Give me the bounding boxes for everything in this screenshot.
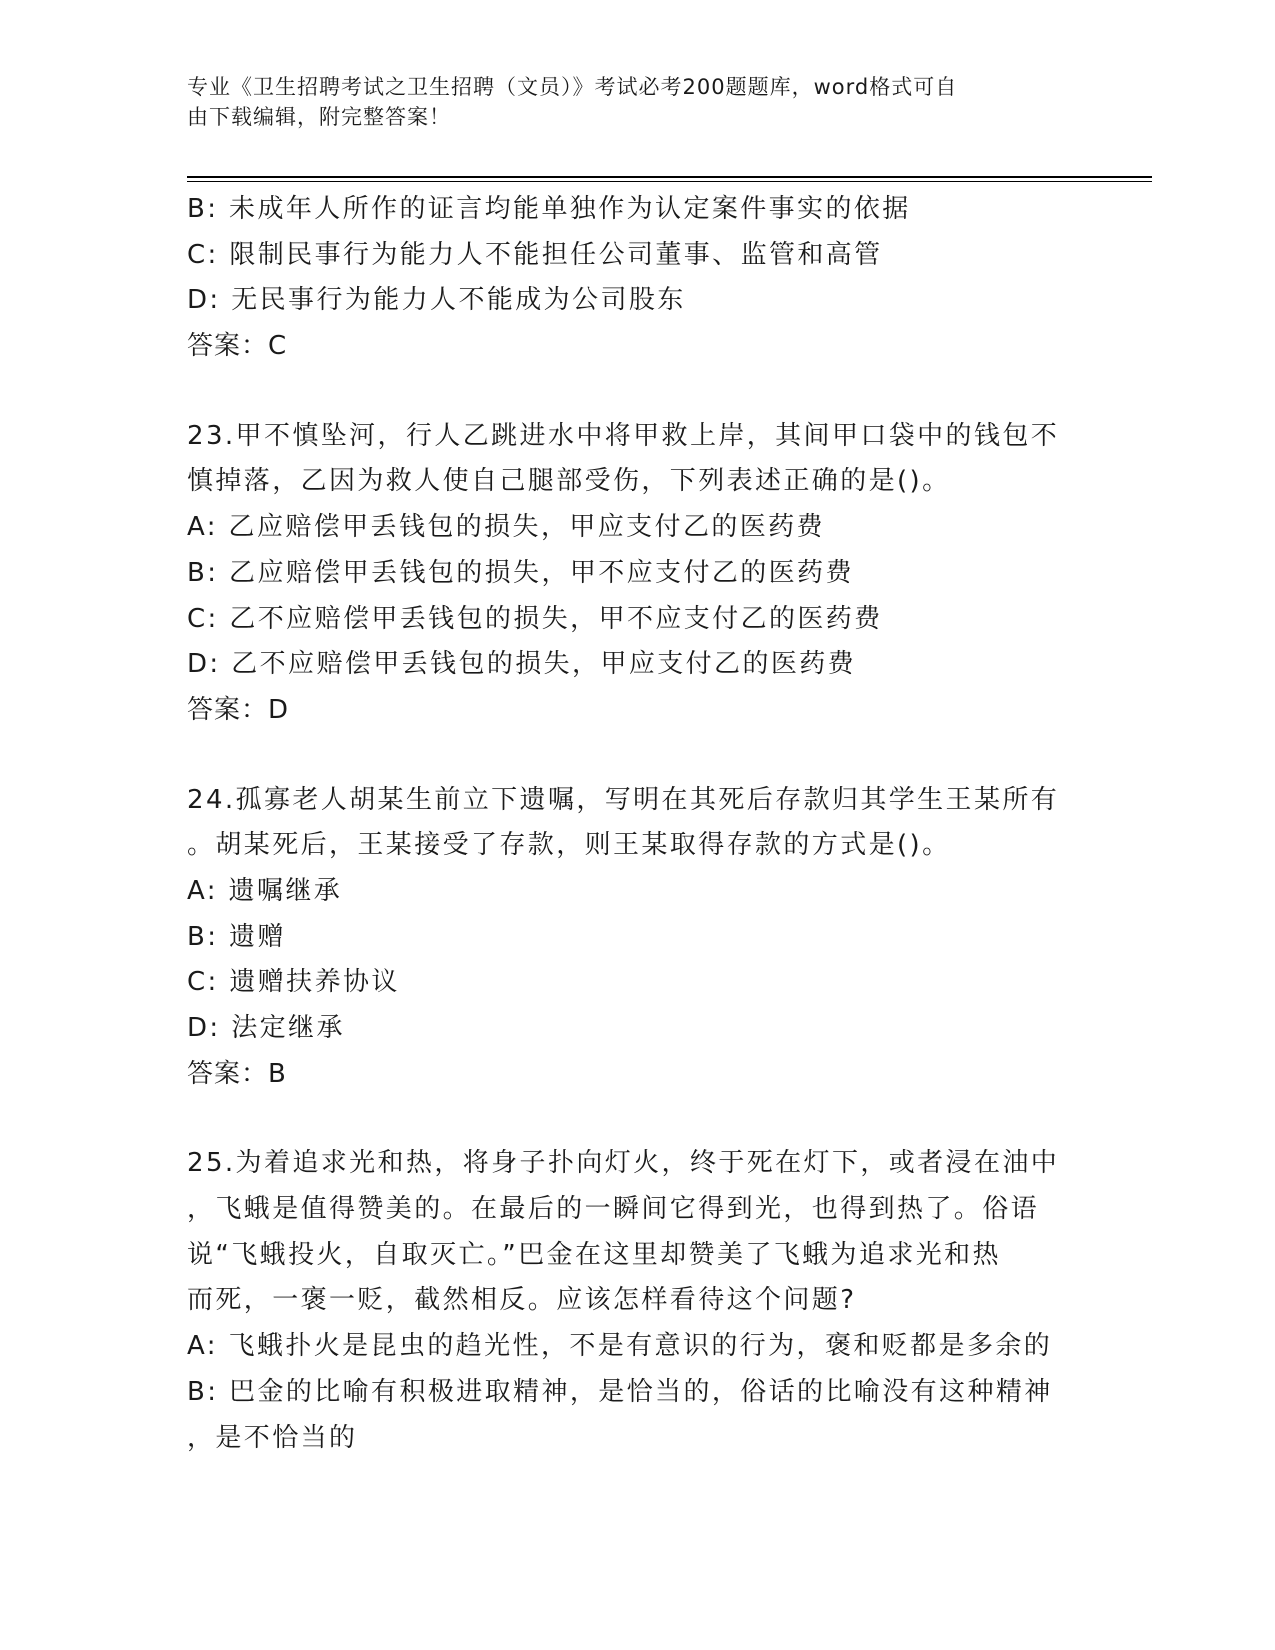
question-stem-line: 。胡某死后，王某接受了存款，则王某取得存款的方式是()。 [187,830,951,861]
question-stem-line: 24.孤寡老人胡某生前立下遗嘱，写明在其死后存款归其学生王某所有 [187,784,1060,815]
question-25 [187,1141,1067,1461]
document-header [187,72,1067,132]
option-c: C: 限制民事行为能力人不能担任公司董事、监管和高管 [187,239,883,270]
option-b-continuation: ，是不恰当的 [187,1422,358,1453]
question-23 [187,414,1067,734]
spacer [187,734,1067,778]
question-24 [187,778,1067,1098]
question-stem-line: 25.为着追求光和热，将身子扑向灯火，终于死在灯下，或者浸在油中 [187,1148,1060,1179]
option-c: C: 遗赠扶养协议 [187,967,400,998]
question-stem-line: 23.甲不慎坠河，行人乙跳进水中将甲救上岸，其间甲口袋中的钱包不 [187,420,1060,451]
option-a: A: 飞蛾扑火是昆虫的趋光性，不是有意识的行为，褒和贬都是多余的 [187,1331,1053,1362]
option-a: A: 遗嘱继承 [187,875,343,906]
question-22-tail [187,187,1067,370]
question-stem-line: ，飞蛾是值得赞美的。在最后的一瞬间它得到光，也得到热了。俗语 [187,1194,1040,1225]
question-stem-line: 说“飞蛾投火，自取灭亡。”巴金在这里却赞美了飞蛾为追求光和热 [187,1239,1001,1270]
option-a: A: 乙应赔偿甲丢钱包的损失，甲应支付乙的医药费 [187,512,825,543]
question-stem-line: 而死，一褒一贬，截然相反。应该怎样看待这个问题? [187,1285,857,1316]
option-b: B: 巴金的比喻有积极进取精神，是恰当的，俗话的比喻没有这种精神 [187,1376,1053,1407]
document-body [187,187,1067,1461]
answer-line: 答案：B [187,1058,287,1089]
spacer [187,1097,1067,1141]
header-line-2: 由下载编辑，附完整答案！ [187,105,451,129]
option-b: B: 未成年人所作的证言均能单独作为认定案件事实的依据 [187,194,911,224]
spacer [187,370,1067,414]
question-stem-line: 慎掉落，乙因为救人使自己腿部受伤，下列表述正确的是()。 [187,466,951,497]
option-b: B: 遗赠 [187,921,286,952]
header-divider-thin [187,181,1152,182]
header-divider-thick [187,176,1152,178]
option-c: C: 乙不应赔偿甲丢钱包的损失，甲不应支付乙的医药费 [187,603,883,634]
option-d: D: 乙不应赔偿甲丢钱包的损失，甲应支付乙的医药费 [187,649,857,680]
option-d: D: 无民事行为能力人不能成为公司股东 [187,285,686,316]
option-b: B: 乙应赔偿甲丢钱包的损失，甲不应支付乙的医药费 [187,557,854,588]
option-d: D: 法定继承 [187,1013,345,1043]
answer-line: 答案：D [187,694,290,725]
header-line-1: 专业《卫生招聘考试之卫生招聘（文员）》考试必考200题题库，word格式可自 [187,75,958,99]
answer-line: 答案：C [187,331,288,362]
